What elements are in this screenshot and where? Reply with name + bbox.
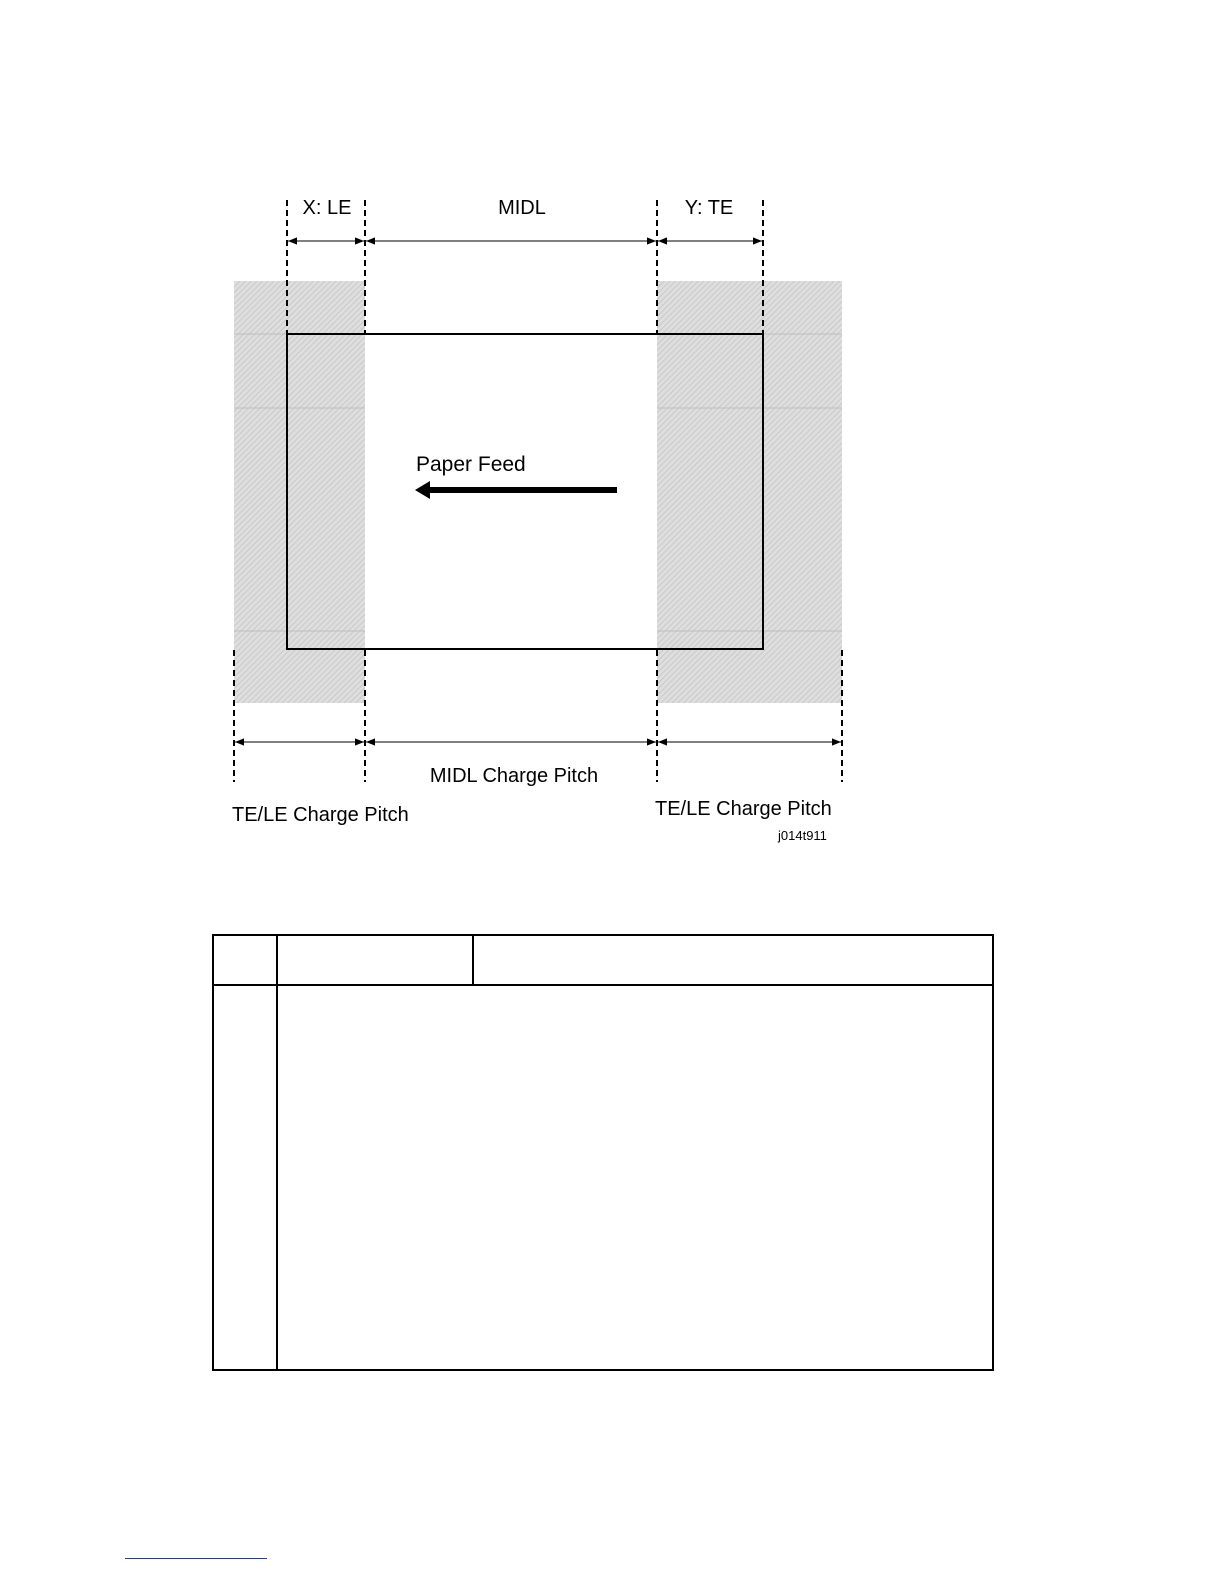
table-body-cell-2 xyxy=(278,986,992,1369)
midl-label: MIDL xyxy=(498,197,546,219)
y-te-label: Y: TE xyxy=(684,197,734,219)
figure-id-label: j014t911 xyxy=(778,828,827,843)
table-header-cell-3 xyxy=(474,936,992,986)
right-te-le-charge-pitch-label: TE/LE Charge Pitch xyxy=(655,798,832,820)
left-te-le-charge-pitch-label: TE/LE Charge Pitch xyxy=(232,804,409,826)
right-charge-zone xyxy=(657,281,842,703)
footnote-divider xyxy=(125,1558,267,1559)
table-header-cell-1 xyxy=(214,936,278,986)
left-arrow-icon xyxy=(415,481,617,499)
table-body-cell-1 xyxy=(214,986,278,1369)
left-charge-zone xyxy=(234,281,365,703)
spec-table xyxy=(212,934,994,1371)
table-header-cell-2 xyxy=(278,936,474,986)
midl-charge-pitch-label: MIDL Charge Pitch xyxy=(429,765,599,787)
x-le-label: X: LE xyxy=(302,197,352,219)
paper-feed-label: Paper Feed xyxy=(416,453,526,476)
